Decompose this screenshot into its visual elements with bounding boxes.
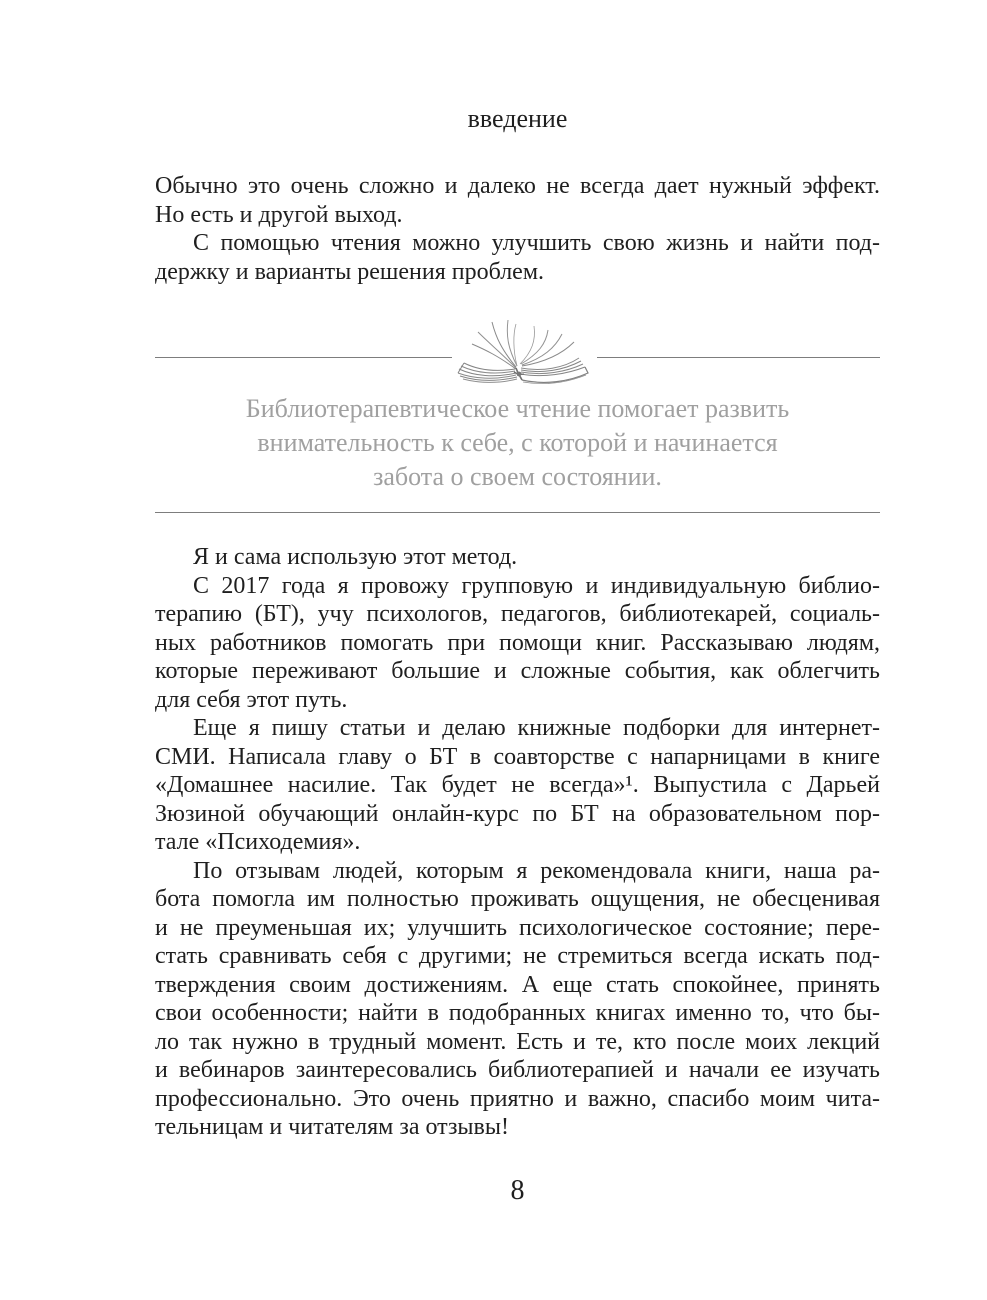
text-line: С помощью чтения можно улучшить свою жизнь и найти под- [193, 230, 880, 256]
text-line: стать сравнивать себя с другими; не стремиться всегда искать под- [155, 943, 880, 969]
text-line: Обычно это очень сложно и далеко не всегда дает нужный эффект. [155, 173, 880, 199]
quote-section [155, 312, 880, 494]
paragraph [155, 572, 880, 715]
text-line: ных работников помогать при помощи книг. Рассказываю людям, [155, 629, 880, 656]
text-line: для себя этот путь. [155, 686, 348, 713]
quote-line: Библиотерапевтическое чтение помогает развить [245, 394, 790, 423]
text-line: По отзывам людей, которым я рекомендовала книги, наша ра- [193, 857, 880, 884]
text-line: СМИ. Написала главу о БТ в соавторстве с напарницами в книге [155, 743, 880, 770]
open-book-icon [450, 312, 590, 396]
text-line: Еще я пишу статьи и делаю книжные подборки для интернет- [193, 715, 880, 741]
text-line: бота помогла им полностью проживать ощущения, не обесценивая [155, 886, 880, 912]
divider-rule-left [155, 357, 452, 358]
text-line: «Домашнее насилие. Так будет не всегда»¹. Выпустила с Дарьей [155, 772, 880, 798]
paragraph [155, 543, 880, 572]
quote-line: внимательность к себе, с которой и начинается [257, 428, 778, 457]
section-rule [155, 512, 880, 513]
text-line: ло так нужно в трудный момент. Есть и те, кто после моих лекций [155, 1028, 880, 1055]
pull-quote [155, 392, 880, 494]
text-line: которые переживают большие и сложные события, как облегчить [155, 658, 880, 684]
text-column [155, 0, 880, 1207]
text-line: тверждения своим достижениям. А еще стать спокойнее, принять [155, 971, 880, 998]
chapter-title: введение [467, 104, 568, 133]
quote-line: забота о своем состоянии. [373, 462, 662, 491]
text-line: терапию (БТ), учу психологов, педагогов, библиотекарей, социаль- [155, 601, 880, 627]
page-number: 8 [510, 1174, 525, 1206]
text-line: Но есть и другой выход. [155, 201, 403, 228]
text-line: и не преуменьшая их; улучшить психологическое состояние; пере- [155, 914, 880, 941]
text-line: С 2017 года я провожу групповую и индивидуальную библио- [193, 572, 880, 599]
paragraph [155, 229, 880, 286]
body-paragraphs [155, 543, 880, 1142]
text-line: тале «Психодемия». [155, 829, 361, 855]
text-line: держку и варианты решения проблем. [155, 258, 545, 285]
text-line: и вебинаров заинтересовались библиотерапией и начали ее изучать [155, 1057, 880, 1083]
text-line: Зюзиной обучающий онлайн-курс по БТ на образовательном пор- [155, 800, 880, 827]
paragraph [155, 172, 880, 229]
text-line: тельницам и читателям за отзывы! [155, 1114, 509, 1140]
quote-divider-row [155, 312, 880, 396]
divider-rule-right [597, 357, 880, 358]
text-line: Я и сама использую этот метод. [193, 544, 518, 570]
paragraph [155, 714, 880, 857]
intro-paragraphs [155, 172, 880, 286]
paragraph [155, 857, 880, 1142]
text-line: профессионально. Это очень приятно и важно, спасибо моим чита- [155, 1085, 880, 1112]
text-line: свои особенности; найти в подобранных книгах именно то, что бы- [155, 1000, 880, 1026]
